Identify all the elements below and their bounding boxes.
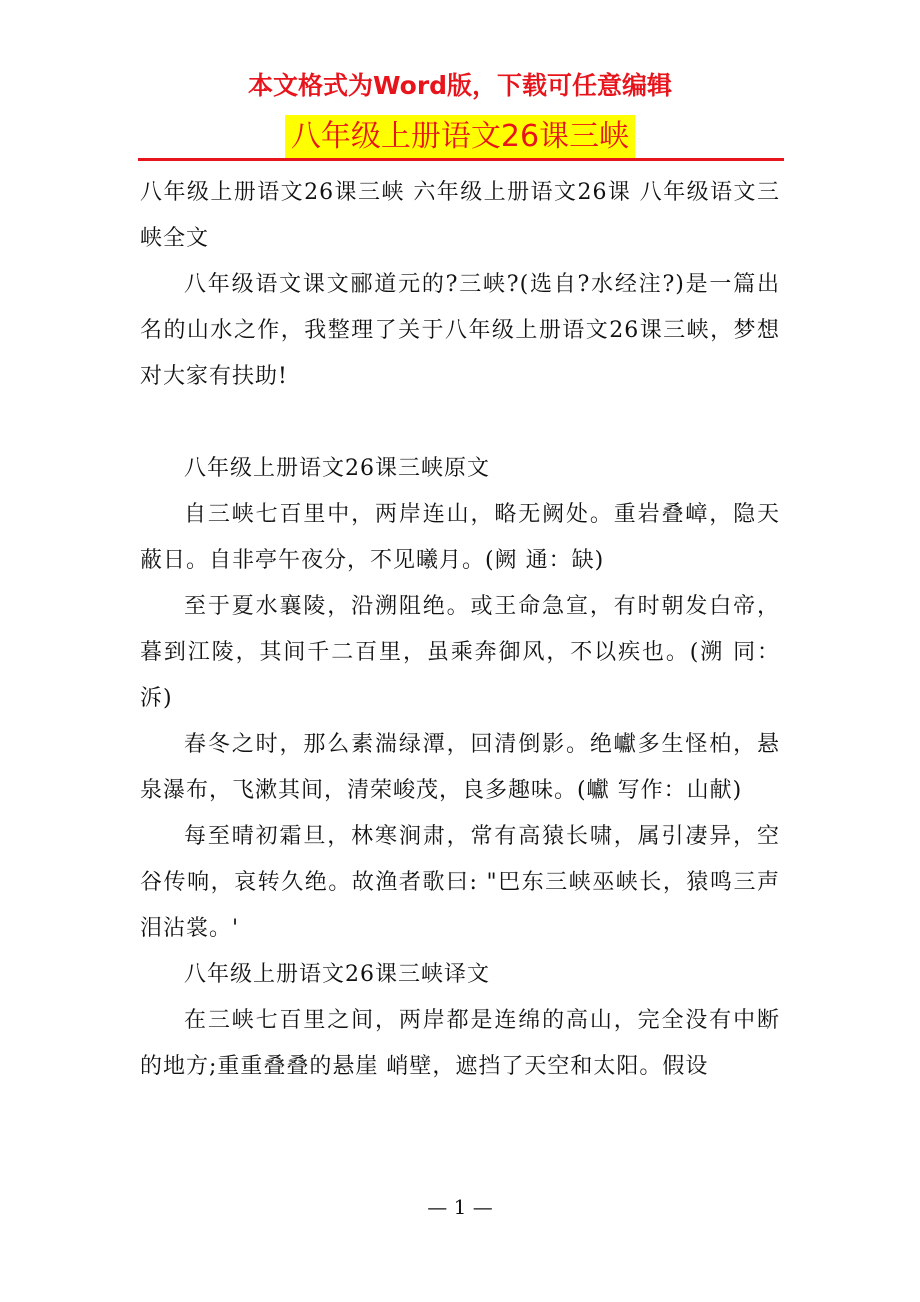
original-paragraph-3: 春冬之时，那么素湍绿潭，回清倒影。绝巘多生怪柏，悬泉瀑布，飞漱其间，清荣峻茂，良多趣味。(巘 写作：山献) <box>140 732 780 803</box>
keywords-line: 八年级上册语文26课三峡 六年级上册语文26课 八年级语文三峡全文 <box>140 180 780 251</box>
section-heading-translation: 八年级上册语文26课三峡译文 <box>184 962 490 987</box>
download-notice: 本文格式为Word版，下载可任意编辑 <box>247 71 673 100</box>
section-heading-original: 八年级上册语文26课三峡原文 <box>184 456 490 481</box>
intro-paragraph: 八年级语文课文郦道元的?三峡?(选自?水经注?)是一篇出名的山水之作，我整理了关于八年级上册语文26课三峡，梦想对大家有扶助! <box>140 272 780 389</box>
original-paragraph-1: 自三峡七百里中，两岸连山，略无阙处。重岩叠嶂，隐天蔽日。自非亭午夜分，不见曦月。(阙 通：缺) <box>140 502 780 573</box>
document-title: 八年级上册语文26课三峡 <box>285 115 635 159</box>
page-number: — 1 — <box>427 1195 493 1219</box>
document-body <box>140 170 780 1090</box>
original-paragraph-2: 至于夏水襄陵，沿溯阻绝。或王命急宣，有时朝发白帝，暮到江陵，其间千二百里，虽乘奔御风，不以疾也。(溯 同：泝) <box>140 594 780 711</box>
translation-paragraph-1: 在三峡七百里之间，两岸都是连绵的高山，完全没有中断的地方;重重叠叠的悬崖 峭壁，遮挡了天空和太阳。假设 <box>140 1008 780 1079</box>
title-wrapper <box>0 115 920 159</box>
original-paragraph-4: 每至晴初霜旦，林寒涧肃，常有高猿长啸，属引凄异，空谷传响，哀转久绝。故渔者歌曰: "巴东三峡巫峡长，猿鸣三声泪沾裳。' <box>140 824 780 941</box>
header-divider <box>138 158 784 161</box>
